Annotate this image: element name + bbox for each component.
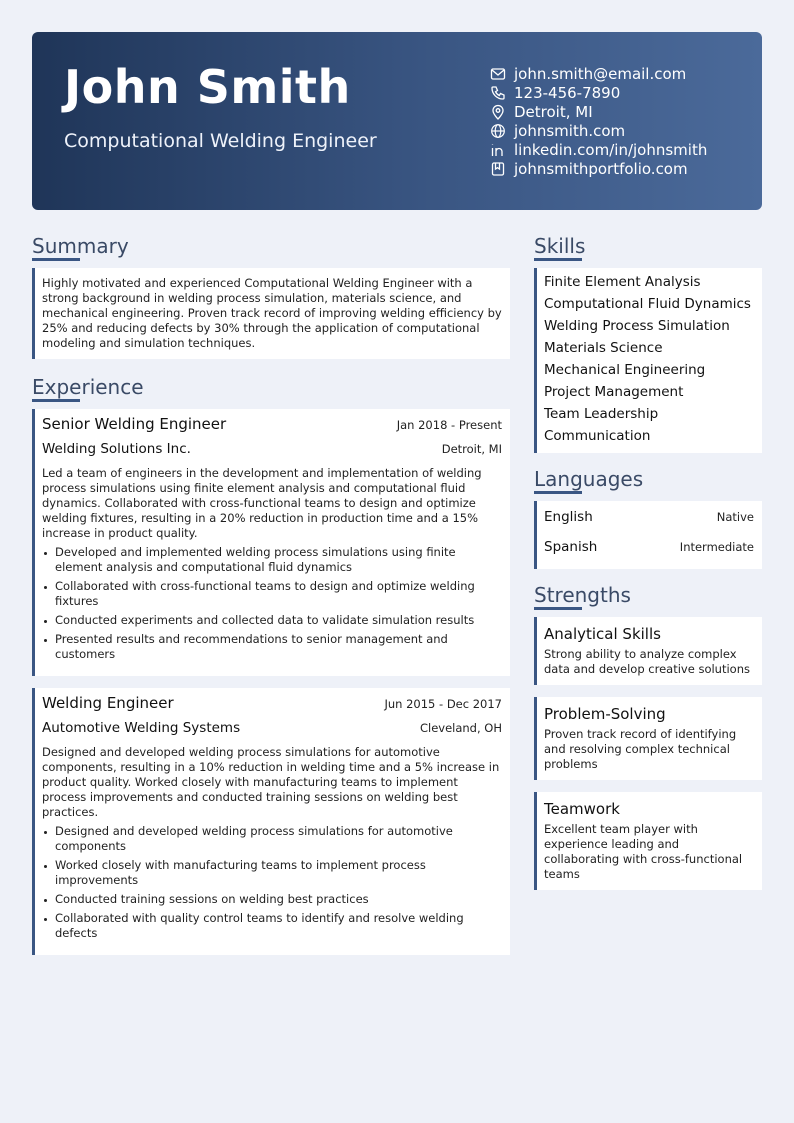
job-dates: Jun 2015 - Dec 2017 xyxy=(384,697,502,711)
job-title: Welding Engineer xyxy=(42,694,174,712)
list-item: Collaborated with cross-functional teams to design and optimize welding fixtures xyxy=(42,579,502,609)
candidate-title: Computational Welding Engineer xyxy=(64,130,377,152)
job-bullets xyxy=(42,545,502,662)
contact-portfolio-text: johnsmithportfolio.com xyxy=(514,159,688,178)
list-item: Collaborated with quality control teams to identify and resolve welding defects xyxy=(42,911,502,941)
strength-card xyxy=(534,697,762,780)
strength-title: Problem-Solving xyxy=(544,705,666,723)
phone-icon xyxy=(490,85,506,101)
linkedin-icon xyxy=(490,142,506,158)
strength-title: Analytical Skills xyxy=(544,625,661,643)
candidate-name: John Smith xyxy=(64,60,351,114)
languages-card xyxy=(534,501,762,569)
experience-heading: Experience xyxy=(32,375,510,402)
skill-item: Finite Element Analysis xyxy=(544,274,701,290)
job-company: Automotive Welding Systems xyxy=(42,720,241,736)
skill-item: Materials Science xyxy=(544,340,663,356)
contact-linkedin[interactable] xyxy=(490,140,707,159)
list-item: Presented results and recommendations to senior management and customers xyxy=(42,632,502,662)
language-row xyxy=(544,505,754,535)
strength-title: Teamwork xyxy=(544,800,620,818)
globe-icon xyxy=(490,123,506,139)
job-description: Led a team of engineers in the development and implementation of welding process simulations using finite element analysis and computational fluid dynamics. Collaborated with cross-functional teams to design and optimize welding fixtures, resulting in a 20% reduction in production time and a 15% increase in product quality. xyxy=(42,466,482,540)
skill-item: Team Leadership xyxy=(544,406,659,422)
location-pin-icon xyxy=(490,104,506,120)
job-entry xyxy=(32,409,510,676)
strength-card xyxy=(534,617,762,685)
contact-website[interactable] xyxy=(490,121,707,140)
job-location: Detroit, MI xyxy=(441,442,502,456)
job-description: Designed and developed welding process simulations for automotive components, resulting in a 10% reduction in welding time and a 5% increase in product quality. Worked closely with manufacturing teams to implement process improvements and conducted training sessions on welding best practices. xyxy=(42,745,500,819)
skill-item: Project Management xyxy=(544,384,684,400)
list-item: Developed and implemented welding process simulations using finite element analysis and computational fluid dynamics xyxy=(42,545,502,575)
contact-list xyxy=(490,64,707,178)
language-level: Native xyxy=(716,510,754,524)
list-item: Conducted experiments and collected data to validate simulation results xyxy=(42,613,502,628)
job-entry xyxy=(32,688,510,955)
job-bullets xyxy=(42,824,502,941)
contact-email[interactable] xyxy=(490,64,707,83)
strength-card xyxy=(534,792,762,890)
language-name: English xyxy=(544,509,593,525)
job-location: Cleveland, OH xyxy=(419,721,502,735)
skills-card xyxy=(534,268,762,453)
summary-text: Highly motivated and experienced Computational Welding Engineer with a strong background in welding process simulation, materials science, and mechanical engineering. Proven track record of improving welding efficiency by 25% and reducing defects by 30% through the application of computational modeling and simulation techniques. xyxy=(42,276,502,350)
skill-item: Welding Process Simulation xyxy=(544,318,730,334)
contact-website-text: johnsmith.com xyxy=(514,121,626,140)
job-company: Welding Solutions Inc. xyxy=(42,441,191,457)
list-item: Conducted training sessions on welding best practices xyxy=(42,892,502,907)
contact-location xyxy=(490,102,707,121)
skill-item: Communication xyxy=(544,428,651,444)
contact-email-text: john.smith@email.com xyxy=(514,64,687,83)
strength-description: Strong ability to analyze complex data and develop creative solutions xyxy=(544,647,750,676)
summary-card xyxy=(32,268,510,359)
skills-heading: Skills xyxy=(534,234,762,261)
strength-description: Proven track record of identifying and resolving complex technical problems xyxy=(544,727,737,771)
strengths-heading: Strengths xyxy=(534,583,762,610)
list-item: Designed and developed welding process simulations for automotive components xyxy=(42,824,502,854)
contact-phone[interactable] xyxy=(490,83,707,102)
contact-portfolio[interactable] xyxy=(490,159,707,178)
left-column xyxy=(32,234,510,967)
language-level: Intermediate xyxy=(679,540,754,554)
resume-header xyxy=(32,32,762,210)
portfolio-book-icon xyxy=(490,161,506,177)
right-column xyxy=(534,234,762,902)
contact-linkedin-text: linkedin.com/in/johnsmith xyxy=(514,140,708,159)
contact-location-text: Detroit, MI xyxy=(514,102,593,121)
skill-item: Mechanical Engineering xyxy=(544,362,706,378)
skill-item: Computational Fluid Dynamics xyxy=(544,296,751,312)
job-title: Senior Welding Engineer xyxy=(42,415,227,433)
list-item: Worked closely with manufacturing teams to implement process improvements xyxy=(42,858,502,888)
language-row xyxy=(544,535,754,565)
job-dates: Jan 2018 - Present xyxy=(396,418,502,432)
language-name: Spanish xyxy=(544,539,598,555)
mail-icon xyxy=(490,66,506,82)
languages-heading: Languages xyxy=(534,467,762,494)
summary-heading: Summary xyxy=(32,234,510,261)
contact-phone-text: 123-456-7890 xyxy=(514,83,621,102)
strength-description: Excellent team player with experience leading and collaborating with cross-functional teams xyxy=(544,822,743,881)
